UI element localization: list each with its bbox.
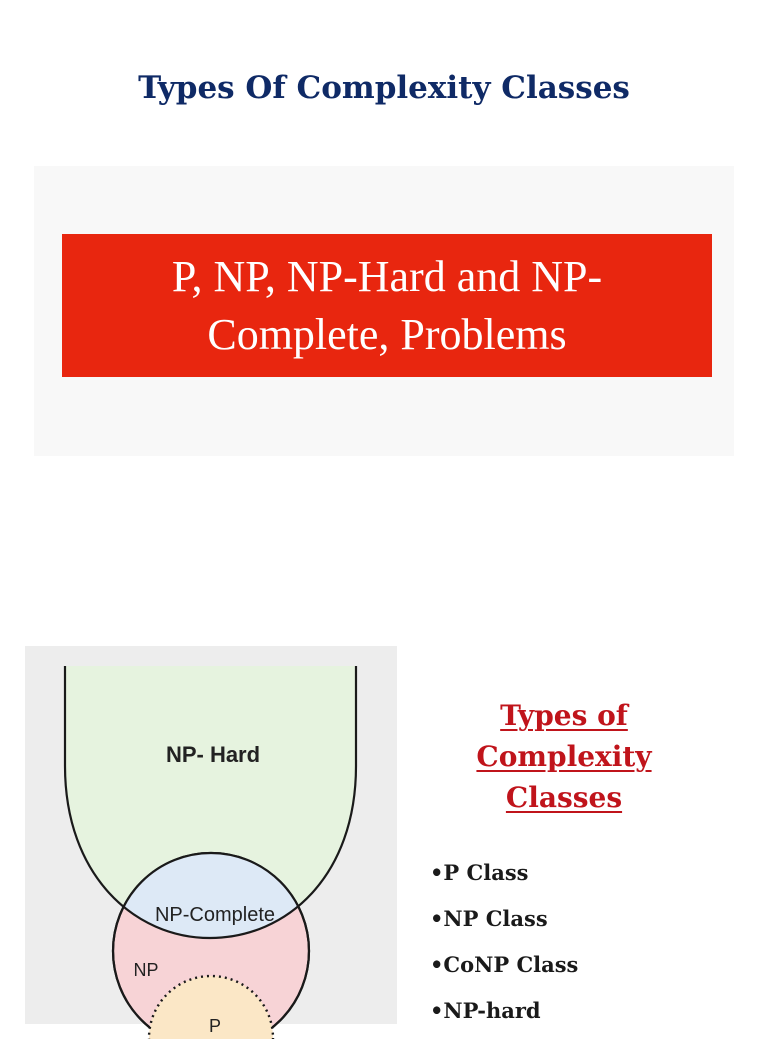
np-complete-label: NP-Complete [154, 904, 276, 926]
banner-line-2: Complete, Problems [207, 309, 567, 359]
list-item: •P Class [430, 860, 529, 885]
banner [62, 234, 712, 377]
complexity-class-list [430, 855, 578, 1039]
section-heading-line-3: Classes [505, 781, 623, 814]
section-heading-line-1: Types of [500, 699, 628, 732]
list-item: •NP Class [430, 906, 548, 931]
section-heading-line-2: Complexity [476, 740, 652, 773]
list-item: •NP-hard [430, 998, 541, 1023]
p-label: P [208, 1016, 222, 1036]
page-title: Types Of Complexity Classes [138, 70, 630, 106]
complexity-venn-diagram [25, 646, 397, 1036]
np-hard-label: NP- Hard [165, 742, 261, 767]
section-heading [430, 695, 698, 818]
banner-line-1: P, NP, NP-Hard and NP- [171, 251, 603, 301]
list-item: •CoNP Class [430, 952, 579, 977]
banner-image [34, 166, 734, 456]
np-label: NP [133, 960, 159, 980]
